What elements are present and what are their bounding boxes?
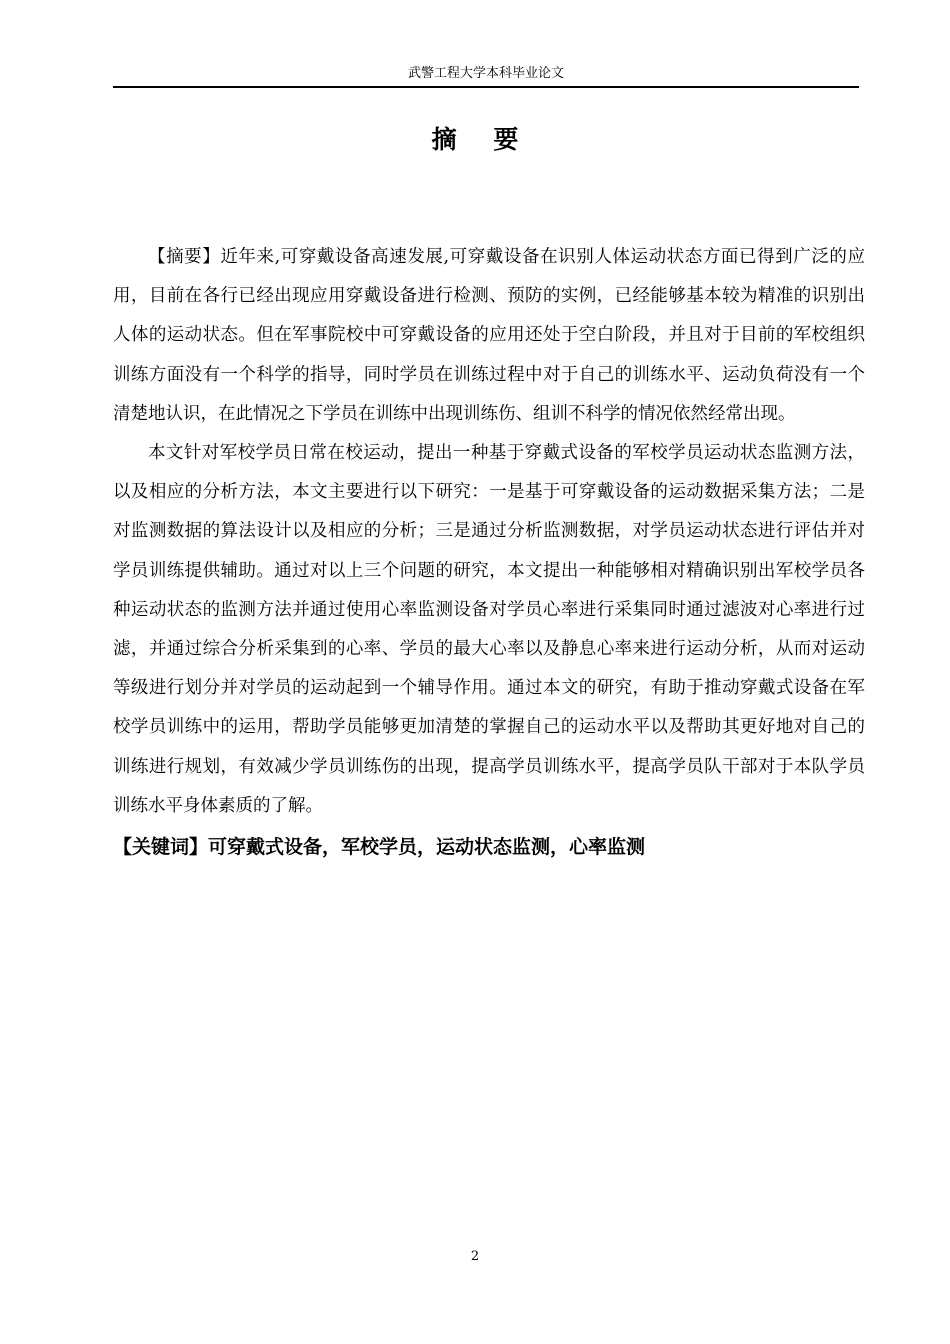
page-header (113, 62, 859, 88)
page-number: 2 (470, 1249, 480, 1264)
abstract-paragraph-1: 【摘要】近年来,可穿戴设备高速发展,可穿戴设备在识别人体运动状态方面已得到广泛的应用，目前在各行已经出现应用穿戴设备进行检测、预防的实例，已经能够基本较为精准的识别出人体的运动状态。但在军事院校中可穿戴设备的应用还处于空白阶段，并且对于目前的军校组织训练方面没有一个科学的指导，同时学员在训练过程中对于自己的训练水平、运动负荷没有一个清楚地认识，在此情况之下学员在训练中出现训练伤、组训不科学的情况依然经常出现。 (113, 247, 865, 424)
abstract-paragraph-2: 本文针对军校学员日常在校运动，提出一种基于穿戴式设备的军校学员运动状态监测方法，以及相应的分析方法，本文主要进行以下研究：一是基于可穿戴设备的运动数据采集方法；二是对监测数据的算法设计以及相应的分析；三是通过分析监测数据，对学员运动状态进行评估并对学员训练提供辅助。通过对以上三个问题的研究，本文提出一种能够相对精确识别出军校学员各种运动状态的监测方法并通过使用心率监测设备对学员心率进行采集同时通过滤波对心率进行过滤，并通过综合分析采集到的心率、学员的最大心率以及静息心率来进行运动分析，从而对运动等级进行划分并对学员的运动起到一个辅导作用。通过本文的研究，有助于推动穿戴式设备在军校学员训练中的运用，帮助学员能够更加清楚的掌握自己的运动水平以及帮助其更好地对自己的训练进行规划，有效减少学员训练伤的出现，提高学员训练水平，提高学员队干部对于本队学员训练水平身体素质的了解。 (113, 443, 865, 816)
header-text: 武警工程大学本科毕业论文 (407, 66, 564, 81)
keywords-line: 【关键词】可穿戴式设备，军校学员，运动状态监测，心率监测 (113, 836, 646, 859)
abstract-body (113, 238, 865, 864)
page-title: 摘 要 (431, 125, 533, 154)
